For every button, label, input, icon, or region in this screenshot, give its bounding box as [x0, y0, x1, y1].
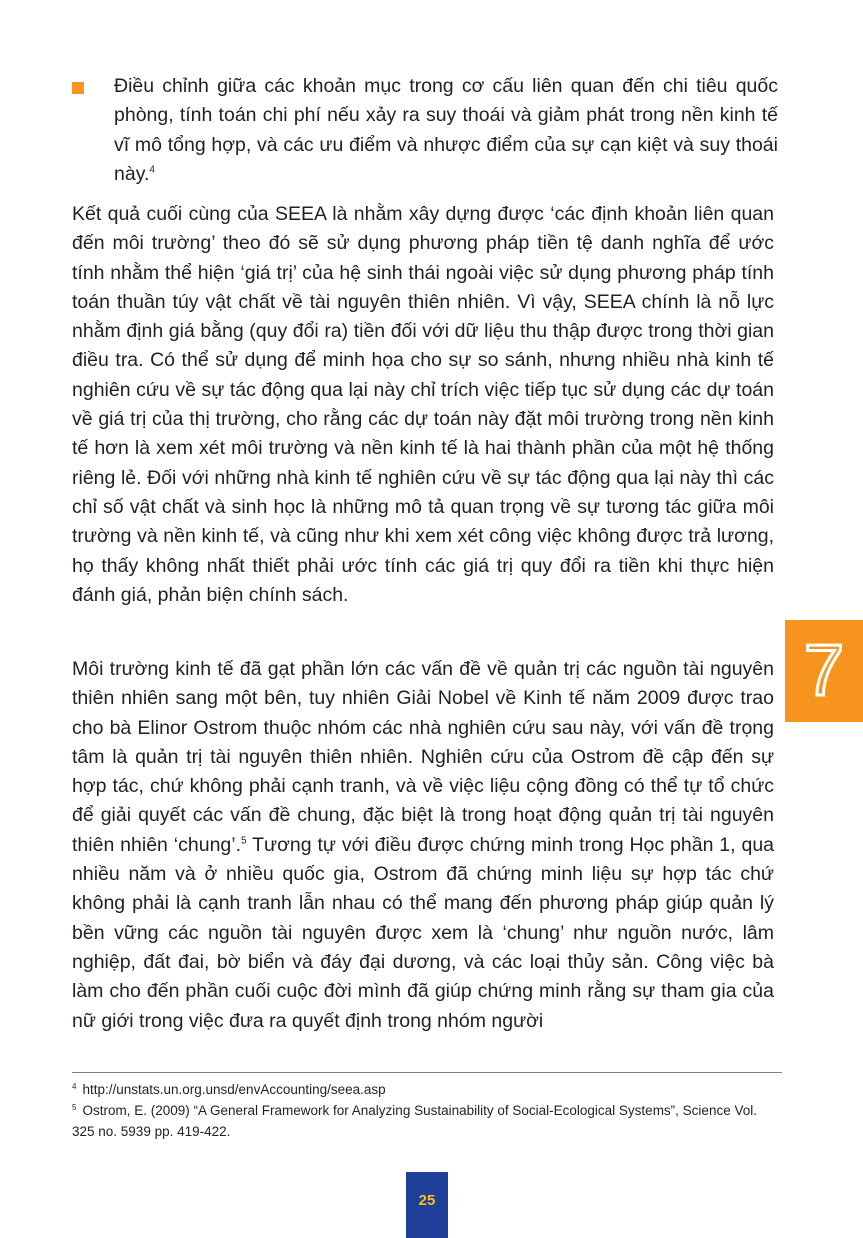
paragraph-ostrom-part1: Môi trường kinh tế đã gạt phần lớn các vấn đề về quản trị các nguồn tài nguyên thiên nhiên sang một bên, tuy nhiên Giải Nobel về Kinh tế năm 2009 được trao cho bà Elinor Ostrom thuộc nhóm các nhà nghiên cứu sau này, với vấn đề trọng tâm là quản trị tài nguyên thiên nhiên. Nghiên cứu của Ostrom đề cập đến sự hợp tác, chứ không phải cạnh tranh, và về việc liệu cộng đồng có thể tự tổ chức để giải quyết các vấn đề chung, đặc biệt là trong hoạt động quản trị tài nguyên thiên nhiên ‘chung’. — [72, 658, 774, 856]
page-number-box — [406, 1172, 448, 1238]
footnotes — [72, 1072, 782, 1142]
footnote-4 — [72, 1079, 782, 1100]
footnote-ref-4[interactable]: 4 — [149, 164, 155, 176]
page-number: 25 — [418, 1192, 436, 1209]
bullet-text — [114, 72, 778, 189]
bullet-item — [72, 72, 778, 189]
paragraph-seea: Kết quả cuối cùng của SEEA là nhằm xây dựng được ‘các định khoản liên quan đến môi trường’ theo đó sẽ sử dụng phương pháp tiền tệ danh nghĩa để ước tính nhằm thể hiện ‘giá trị’ của hệ sinh thái ngoài việc sử dụng phương pháp tính toán thuần túy vật chất về tài nguyên thiên nhiên. Vì vậy, SEEA chính là nỗ lực nhằm định giá bằng (quy đổi ra) tiền đối với dữ liệu thu thập được trong thời gian điều tra. Có thể sử dụng để minh họa cho sự so sánh, nhưng nhiều nhà kinh tế nghiên cứu về sự tác động qua lại này chỉ trích việc tiếp tục sử dụng các dự toán về giá trị của thị trường, cho rằng các dự toán này đặt môi trường trong nền kinh tế hơn là xem xét môi trường và nền kinh tế là hai thành phần của một hệ thống riêng lẻ. Đối với những nhà kinh tế nghiên cứu về sự tác động qua lại này thì các chỉ số vật chất và sinh học là những mô tả quan trọng về sự tương tác giữa môi trường và nền kinh tế, và cũng như khi xem xét công việc không được trả lương, họ thấy không nhất thiết phải ước tính các giá trị quy đổi ra tiền khi thực hiện đánh giá, phản biện chính sách. — [72, 203, 774, 606]
square-bullet-icon — [72, 82, 84, 94]
footnote-ref-5[interactable]: 5 — [241, 835, 247, 847]
chapter-number: 7 — [803, 631, 845, 711]
paragraph-ostrom — [72, 655, 774, 1036]
chapter-tab — [785, 620, 863, 722]
footnote-text[interactable]: http://unstats.un.org.unsd/envAccounting/seea.asp — [82, 1082, 386, 1097]
footnote-number: 5 — [72, 1102, 77, 1112]
paragraph-ostrom-part2: Tương tự với điều được chứng minh trong Học phần 1, qua nhiều năm và ở nhiều quốc gia, Ostrom đã chứng minh liệu sự hợp tác chứ không phải là cạnh tranh lẫn nhau có thể mang đến phương pháp giúp quản lý bền vững các nguồn tài nguyên được xem là ‘chung’ như nguồn nước, lâm nghiệp, đất đai, bờ biển và đáy đại dương, và các loại thủy sản. Công việc bà làm cho đến phần cuối cuộc đời mình đã giúp chứng minh rằng sự tham gia của nữ giới trong việc đưa ra quyết định trong nhóm người — [72, 833, 775, 1032]
bullet-body: Điều chỉnh giữa các khoản mục trong cơ cấu liên quan đến chi tiêu quốc phòng, tính toán chi phí nếu xảy ra suy thoái và giảm phát trong nền kinh tế vĩ mô tổng hợp, và các ưu điểm và nhược điểm của sự cạn kiệt và suy thoái này. — [114, 75, 778, 185]
footnote-5 — [72, 1100, 782, 1142]
footnote-number: 4 — [72, 1081, 77, 1091]
footnote-text: Ostrom, E. (2009) “A General Framework for Analyzing Sustainability of Social-Ecological Systems”, Science Vol. 325 no. 5939 pp. 419-422. — [72, 1103, 757, 1139]
